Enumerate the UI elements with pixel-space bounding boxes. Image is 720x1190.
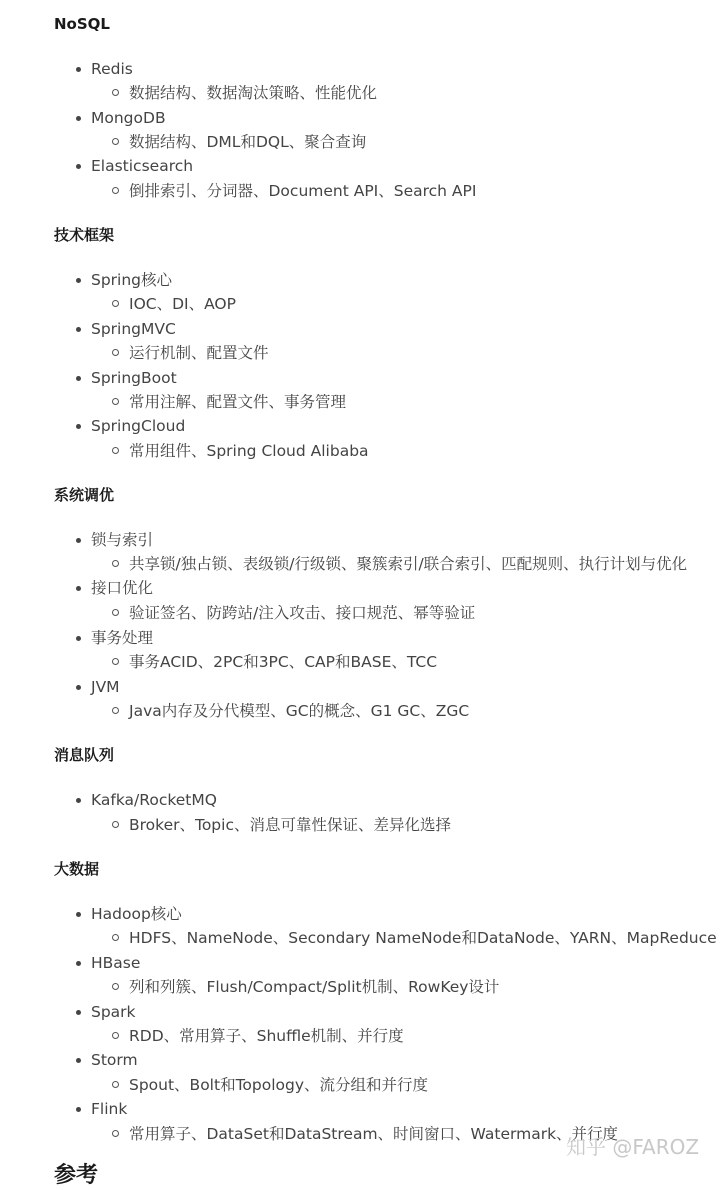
sub-list-item: 事务ACID、2PC和3PC、CAP和BASE、TCC: [129, 653, 438, 671]
list-item: SpringMVC: [91, 320, 176, 338]
sub-list-item: 倒排索引、分词器、Document API、Search API: [129, 182, 477, 200]
list-item: SpringCloud: [91, 417, 186, 435]
sub-list-item: 数据结构、DML和DQL、聚合查询: [129, 133, 367, 151]
sub-list-item: 常用组件、Spring Cloud Alibaba: [129, 442, 369, 460]
list-item: Elasticsearch: [91, 157, 194, 175]
list-item: Flink: [91, 1100, 128, 1118]
list-item: 事务处理: [91, 629, 154, 647]
list-item: Redis: [91, 60, 133, 78]
sub-list-item: Java内存及分代模型、GC的概念、G1 GC、ZGC: [129, 702, 470, 720]
sub-list-item: 运行机制、配置文件: [129, 344, 269, 362]
list-item: 锁与索引: [91, 531, 154, 549]
sub-list-item: HDFS、NameNode、Secondary NameNode和DataNode、YARN、MapReduce: [129, 929, 717, 947]
next-section-heading: 参考: [54, 1163, 99, 1188]
section-title: NoSQL: [54, 15, 110, 33]
list-item: Hadoop核心: [91, 905, 182, 923]
list-item: Spark: [91, 1003, 136, 1021]
list-item: Storm: [91, 1051, 138, 1069]
section-title: 消息队列: [54, 746, 115, 764]
sub-list-item: 列和列簇、Flush/Compact/Split机制、RowKey设计: [129, 978, 500, 996]
list-item: MongoDB: [91, 109, 166, 127]
sub-list-item: Spout、Bolt和Topology、流分组和并行度: [129, 1076, 429, 1094]
sub-list-item: IOC、DI、AOP: [129, 295, 236, 313]
sub-list-item: 共享锁/独占锁、表级锁/行级锁、聚簇索引/联合索引、匹配规则、执行计划与优化: [129, 555, 688, 573]
section-title: 技术框架: [54, 226, 115, 244]
section-title: 系统调优: [54, 486, 115, 504]
sub-list-item: 数据结构、数据淘汰策略、性能优化: [129, 84, 378, 102]
list-item: Kafka/RocketMQ: [91, 791, 217, 809]
sub-list-item: 常用算子、DataSet和DataStream、时间窗口、Watermark、并行度: [129, 1125, 619, 1143]
list-item: Spring核心: [91, 271, 173, 289]
watermark: 知乎 @FAROZ: [566, 1135, 700, 1159]
list-item: 接口优化: [91, 579, 154, 597]
section-title: 大数据: [54, 860, 100, 878]
sub-list-item: 验证签名、防跨站/注入攻击、接口规范、幂等验证: [129, 604, 476, 622]
list-item: SpringBoot: [91, 369, 177, 387]
list-item: HBase: [91, 954, 141, 972]
sub-list-item: 常用注解、配置文件、事务管理: [129, 393, 347, 411]
sub-list-item: RDD、常用算子、Shuffle机制、并行度: [129, 1027, 404, 1045]
sub-list-item: Broker、Topic、消息可靠性保证、差异化选择: [129, 816, 451, 834]
list-item: JVM: [91, 678, 120, 696]
